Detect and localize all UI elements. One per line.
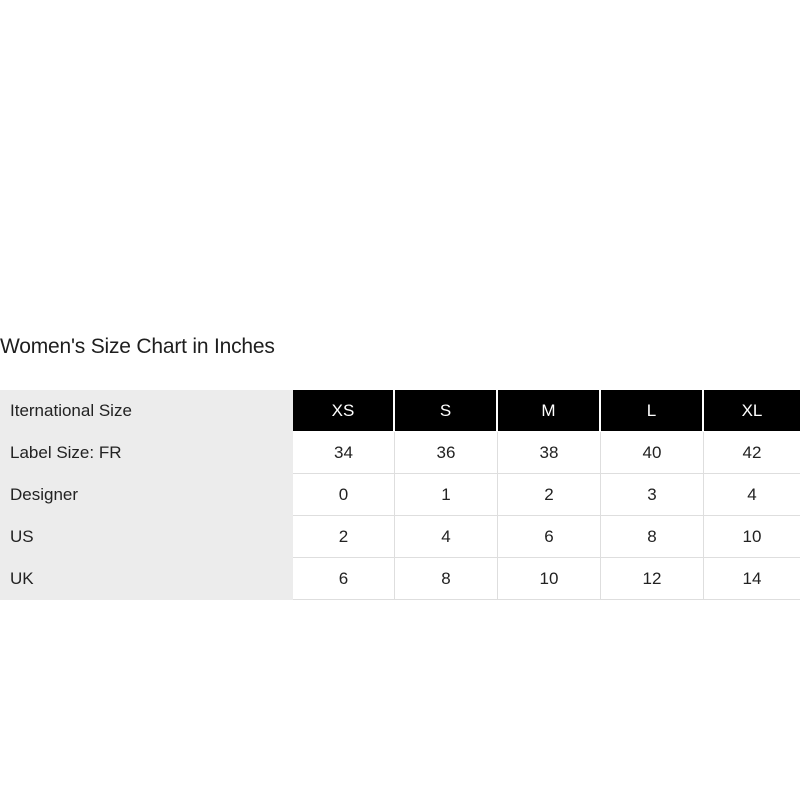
table-cell: 0 <box>293 474 395 516</box>
table-cell: 8 <box>395 558 498 600</box>
table-cell: 2 <box>498 474 601 516</box>
table-cell: 4 <box>704 474 800 516</box>
table-row <box>0 558 800 600</box>
table-cell: 10 <box>498 558 601 600</box>
table-cell: 4 <box>395 516 498 558</box>
row-label: US <box>0 516 293 558</box>
table-cell: 3 <box>601 474 704 516</box>
table-cell: 40 <box>601 432 704 474</box>
table-cell: 8 <box>601 516 704 558</box>
table-cell: 42 <box>704 432 800 474</box>
size-header-cell: S <box>395 390 498 432</box>
row-label: Designer <box>0 474 293 516</box>
size-header-cell: XS <box>293 390 395 432</box>
table-row <box>0 474 800 516</box>
table-cell: 10 <box>704 516 800 558</box>
table-cell: 14 <box>704 558 800 600</box>
row-label: Label Size: FR <box>0 432 293 474</box>
table-header-row <box>0 390 800 432</box>
table-cell: 2 <box>293 516 395 558</box>
table-row <box>0 516 800 558</box>
size-chart-table <box>0 390 800 600</box>
table-row <box>0 432 800 474</box>
table-cell: 1 <box>395 474 498 516</box>
page-title: Women's Size Chart in Inches <box>0 335 275 358</box>
table-cell: 12 <box>601 558 704 600</box>
size-header-cell: XL <box>704 390 800 432</box>
table-cell: 6 <box>293 558 395 600</box>
table-cell: 38 <box>498 432 601 474</box>
table-cell: 34 <box>293 432 395 474</box>
table-cell: 36 <box>395 432 498 474</box>
row-label: Iternational Size <box>0 390 293 432</box>
row-label: UK <box>0 558 293 600</box>
table-cell: 6 <box>498 516 601 558</box>
size-header-cell: M <box>498 390 601 432</box>
size-header-cell: L <box>601 390 704 432</box>
